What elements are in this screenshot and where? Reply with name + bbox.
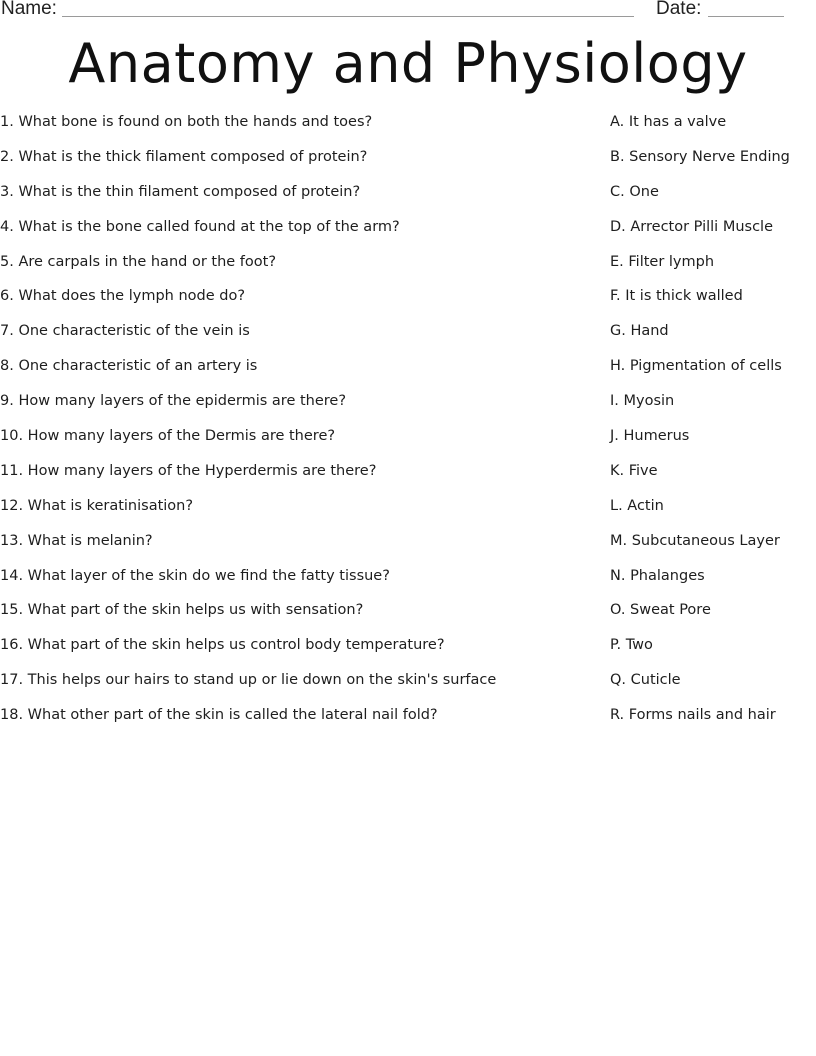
answer-item: E. Filter lymph — [610, 253, 715, 270]
question-item: 16. What part of the skin helps us control body temperature? — [0, 637, 445, 654]
worksheet-header — [0, 0, 816, 22]
answer-item: J. Humerus — [610, 428, 690, 445]
answer-item: B. Sensory Nerve Ending — [610, 148, 790, 165]
answer-item: Q. Cuticle — [610, 672, 681, 689]
question-item: 11. How many layers of the Hyperdermis are there? — [0, 462, 377, 479]
answer-item: K. Five — [610, 462, 658, 479]
question-item: 14. What layer of the skin do we find the fatty tissue? — [0, 567, 390, 584]
question-item: 8. One characteristic of an artery is — [0, 358, 258, 375]
answer-item: F. It is thick walled — [610, 288, 743, 305]
question-item: 5. Are carpals in the hand or the foot? — [0, 253, 277, 270]
name-label: Name: — [1, 0, 57, 19]
answer-item: P. Two — [610, 637, 653, 654]
question-item: 13. What is melanin? — [0, 532, 153, 549]
question-item: 6. What does the lymph node do? — [0, 288, 246, 305]
date-blank-line — [708, 16, 784, 17]
question-item: 4. What is the bone called found at the top of the arm? — [0, 218, 400, 235]
question-item: 9. How many layers of the epidermis are there? — [0, 393, 347, 410]
answer-item: O. Sweat Pore — [610, 602, 711, 619]
question-item: 7. One characteristic of the vein is — [0, 323, 250, 340]
answer-item: I. Myosin — [610, 393, 675, 410]
answer-item: C. One — [610, 183, 659, 200]
name-blank-line — [62, 16, 634, 17]
answer-list — [610, 110, 816, 738]
date-label: Date: — [656, 0, 702, 19]
answer-item: A. It has a valve — [610, 114, 727, 130]
question-list — [0, 110, 600, 738]
question-item: 2. What is the thick filament composed of protein? — [0, 148, 368, 165]
question-item: 12. What is keratinisation? — [0, 497, 194, 514]
question-item: 10. How many layers of the Dermis are there? — [0, 428, 336, 445]
answer-item: G. Hand — [610, 323, 669, 340]
answer-item: L. Actin — [610, 497, 664, 514]
answer-item: M. Subcutaneous Layer — [610, 532, 780, 549]
answer-item: H. Pigmentation of cells — [610, 358, 782, 375]
answer-item: D. Arrector Pilli Muscle — [610, 218, 773, 235]
answer-item: R. Forms nails and hair — [610, 707, 776, 724]
question-item: 3. What is the thin filament composed of protein? — [0, 183, 361, 200]
question-item: 1. What bone is found on both the hands and toes? — [0, 114, 373, 130]
answer-item: N. Phalanges — [610, 567, 705, 584]
question-item: 18. What other part of the skin is called the lateral nail fold? — [0, 707, 438, 724]
question-item: 15. What part of the skin helps us with sensation? — [0, 602, 364, 619]
question-item: 17. This helps our hairs to stand up or lie down on the skin's surface — [0, 672, 497, 689]
page-title: Anatomy and Physiology — [68, 32, 748, 95]
